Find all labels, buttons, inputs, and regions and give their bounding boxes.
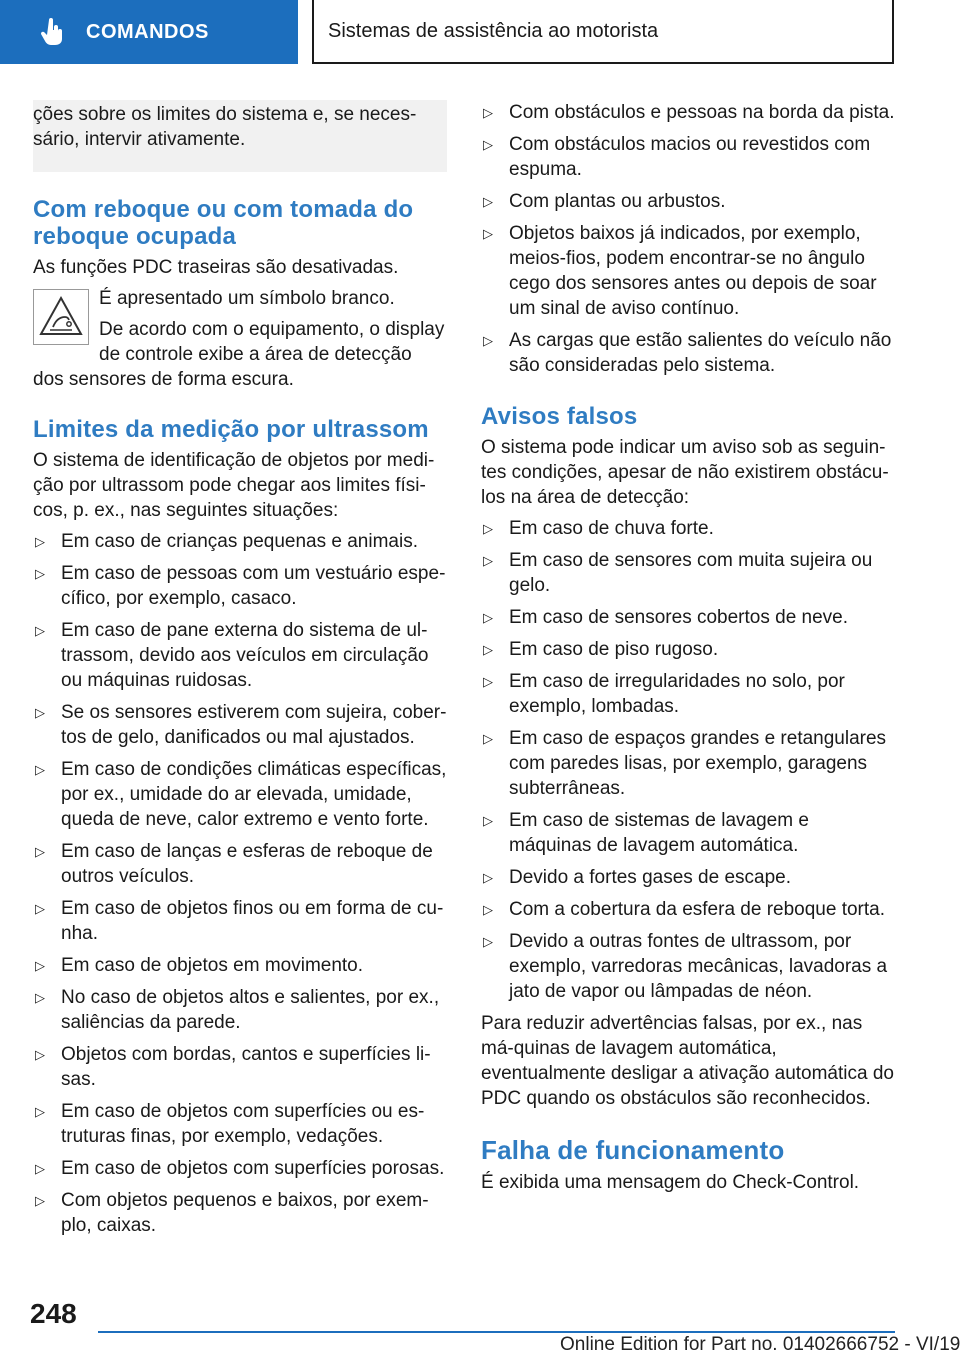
list-item: ▷ Em caso de espaços grandes e retangulares com paredes lisas, por exemplo, garagens subterrâneas. xyxy=(483,728,887,799)
list-item: ▷ Em caso de chuva forte. xyxy=(483,518,714,539)
bullet-icon: ▷ xyxy=(35,534,45,549)
bullet-icon: ▷ xyxy=(35,958,45,973)
list-item: ▷ As cargas que estão salientes do veículo não são consideradas pelo sistema. xyxy=(483,330,892,376)
list-item: ▷ Em caso de pessoas com um vestuário espe-cífico, por exemplo, casaco. xyxy=(35,563,446,609)
note-continuation: ções sobre os limites do sistema e, se neces-sário, intervir ativamente. xyxy=(33,104,417,150)
symbol-line-1: É apresentado um símbolo branco. xyxy=(99,288,395,309)
list-item: ▷ Devido a outras fontes de ultrassom, por exemplo, varredoras mecânicas, lavadoras a jato de vapor ou lâmpadas de néon. xyxy=(483,931,888,1002)
bullet-icon: ▷ xyxy=(483,333,493,348)
false-warnings-list xyxy=(481,516,895,1004)
left-column xyxy=(33,100,447,1245)
list-item: ▷ Com obstáculos macios ou revestidos com espuma. xyxy=(483,134,871,180)
bullet-icon: ▷ xyxy=(35,990,45,1005)
list-item: ▷ Em caso de objetos com superfícies porosas. xyxy=(35,1158,445,1179)
list-item: ▷ Devido a fortes gases de escape. xyxy=(483,867,792,888)
list-item: ▷ No caso de objetos altos e salientes, por ex., saliências da parede. xyxy=(35,987,440,1033)
ultrasound-intro: O sistema de identificação de objetos por medi-ção por ultrassom pode chegar aos limites físi-cos, p. ex., nas seguintes situações: xyxy=(33,450,435,521)
bullet-icon: ▷ xyxy=(35,844,45,859)
trailer-intro: As funções PDC traseiras são desativadas. xyxy=(33,257,399,278)
list-item: ▷ Em caso de sensores cobertos de neve. xyxy=(483,607,849,628)
chapter-title: Sistemas de assistência ao motorista xyxy=(312,0,894,64)
malfunction-text: É exibida uma mensagem do Check-Control. xyxy=(481,1172,860,1193)
bullet-icon: ▷ xyxy=(35,705,45,720)
bullet-icon: ▷ xyxy=(483,902,493,917)
bullet-icon: ▷ xyxy=(483,731,493,746)
list-item: ▷ Em caso de condições climáticas específicas, por ex., umidade do ar elevada, umidade, queda de neve, calor extremo e vento forte. xyxy=(35,759,447,830)
list-item: ▷ Em caso de objetos finos ou em forma de cu-nha. xyxy=(35,898,444,944)
list-item: ▷ Em caso de sensores com muita sujeira ou gelo. xyxy=(483,550,873,596)
bullet-icon: ▷ xyxy=(483,521,493,536)
bullet-icon: ▷ xyxy=(35,623,45,638)
list-item: ▷ Em caso de crianças pequenas e animais. xyxy=(35,531,418,552)
list-item: ▷ Se os sensores estiverem com sujeira, cober-tos de gelo, danificados ou mal ajustados. xyxy=(35,702,447,748)
footer-rule xyxy=(98,1331,895,1333)
bullet-icon: ▷ xyxy=(483,674,493,689)
list-item: ▷ Em caso de objetos em movimento. xyxy=(35,955,364,976)
bullet-icon: ▷ xyxy=(35,1193,45,1208)
bullet-icon: ▷ xyxy=(35,762,45,777)
list-item: ▷ Em caso de piso rugoso. xyxy=(483,639,719,660)
bullet-icon: ▷ xyxy=(483,105,493,120)
heading-ultrasound-limits: Limites da medição por ultrassom xyxy=(33,416,429,443)
ultrasound-limit-list-continued xyxy=(481,100,895,378)
list-item: ▷ Com a cobertura da esfera de reboque torta. xyxy=(483,899,886,920)
list-item: ▷ Com objetos pequenos e baixos, por exem-plo, caixas. xyxy=(35,1190,429,1236)
note-box xyxy=(33,100,447,172)
ultrasound-limit-list xyxy=(33,529,447,1238)
bullet-icon: ▷ xyxy=(35,1161,45,1176)
list-item: ▷ Em caso de sistemas de lavagem e máquinas de lavagem automática. xyxy=(483,810,809,856)
list-item: ▷ Objetos com bordas, cantos e superfícies li-sas. xyxy=(35,1044,431,1090)
list-item: ▷ Em caso de lanças e esferas de reboque de outros veículos. xyxy=(35,841,433,887)
bullet-icon: ▷ xyxy=(483,610,493,625)
section-tab[interactable] xyxy=(0,0,298,64)
bullet-icon: ▷ xyxy=(483,137,493,152)
list-item: ▷ Com obstáculos e pessoas na borda da pista. xyxy=(483,102,895,123)
heading-false-warnings: Avisos falsos xyxy=(481,403,638,430)
bullet-icon: ▷ xyxy=(483,642,493,657)
bullet-icon: ▷ xyxy=(483,813,493,828)
heading-malfunction: Falha de funcionamento xyxy=(481,1135,785,1165)
bullet-icon: ▷ xyxy=(35,901,45,916)
symbol-block xyxy=(33,286,447,392)
hand-pointer-icon xyxy=(40,18,68,46)
bullet-icon: ▷ xyxy=(483,194,493,209)
false-warnings-intro: O sistema pode indicar um aviso sob as seguin-tes condições, apesar de não existirem obstácu-los na área de detecção: xyxy=(481,437,889,508)
bullet-icon: ▷ xyxy=(35,1104,45,1119)
list-item: ▷ Objetos baixos já indicados, por exemplo, meios-fios, podem encontrar-se no ângulo cego dos sensores antes ou depois de soar um sinal de aviso contínuo. xyxy=(483,223,877,319)
edition-text: Online Edition for Part no. 01402666752 - VI/19 xyxy=(560,1334,960,1355)
bullet-icon: ▷ xyxy=(35,566,45,581)
list-item: ▷ Em caso de irregularidades no solo, por exemplo, lombadas. xyxy=(483,671,845,717)
symbol-line-2: De acordo com o equipamento, o display de controle exibe a área de detecção dos sensores de forma escura. xyxy=(33,319,445,390)
bullet-icon: ▷ xyxy=(483,226,493,241)
bullet-icon: ▷ xyxy=(35,1047,45,1062)
list-item: ▷ Em caso de pane externa do sistema de ul-trassom, devido aos veículos em circulação ou máquinas ruidosas. xyxy=(35,620,429,691)
bullet-icon: ▷ xyxy=(483,934,493,949)
right-column xyxy=(481,100,895,1201)
bullet-icon: ▷ xyxy=(483,870,493,885)
list-item: ▷ Em caso de objetos com superfícies ou es-truturas finas, por exemplo, vedações. xyxy=(35,1101,425,1147)
trailer-warning-icon xyxy=(33,289,89,345)
page-number: 248 xyxy=(30,1298,77,1329)
bullet-icon: ▷ xyxy=(483,553,493,568)
list-item: ▷ Com plantas ou arbustos. xyxy=(483,191,726,212)
false-warnings-outro: Para reduzir advertências falsas, por ex., nas má-quinas de lavagem automática, eventualmente desligar a ativação automática do PDC quando os obstáculos são reconhecidos. xyxy=(481,1013,894,1109)
heading-trailer: Com reboque ou com tomada do reboque ocupada xyxy=(33,196,414,250)
section-tab-label: COMANDOS xyxy=(86,20,209,43)
